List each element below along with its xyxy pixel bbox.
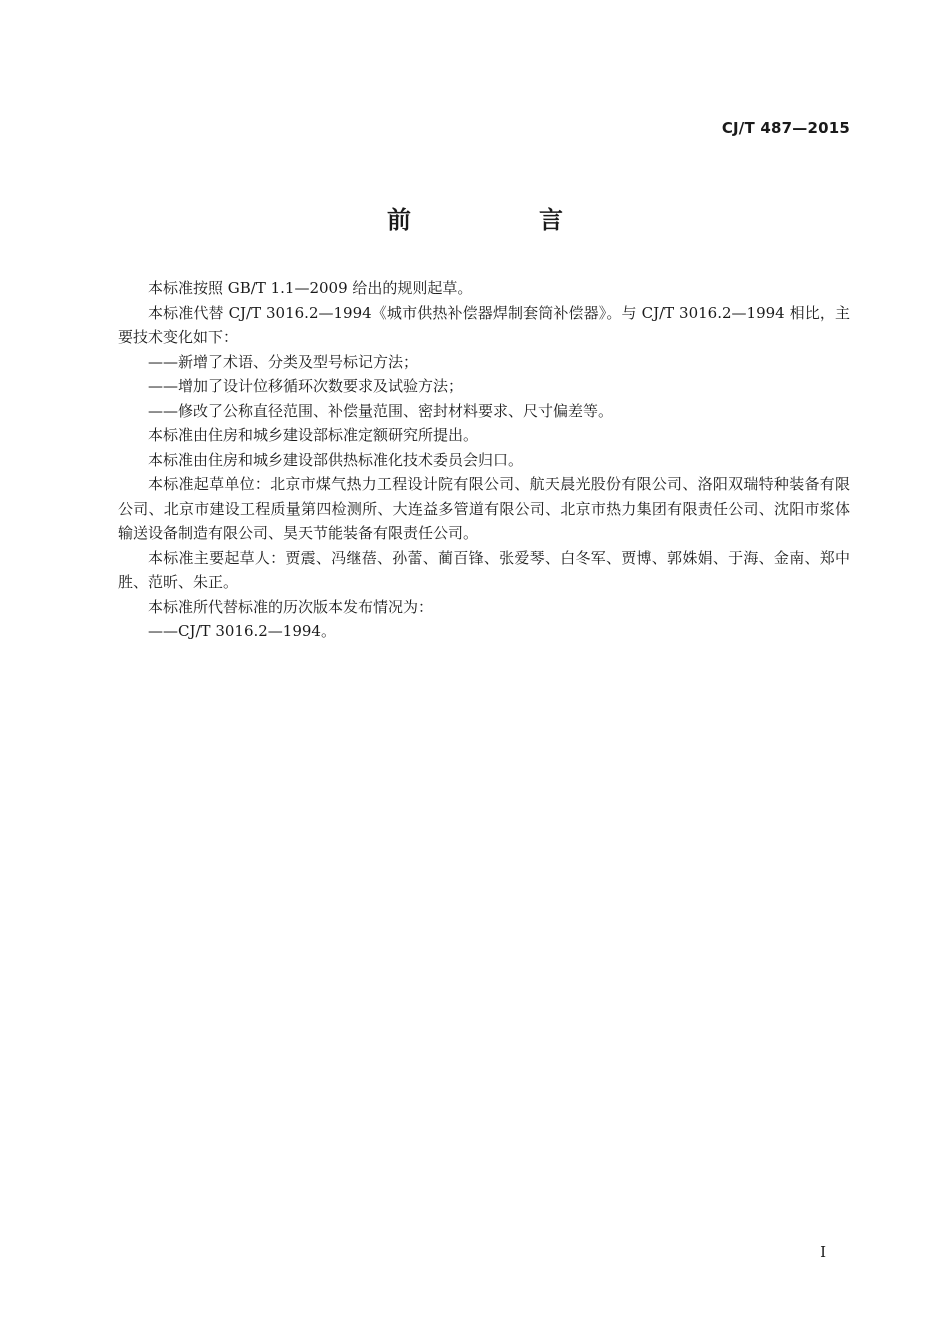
standard-code: CJ/T 487—2015 [721,119,850,137]
page-title: 前 言 [387,206,615,234]
page-number: I [820,1243,826,1261]
paragraph-drafting-rules: 本标准按照 GB/T 1.1—2009 给出的规则起草。 [148,279,473,297]
paragraph-drafters: 本标准主要起草人：贾震、冯继蓓、孙蕾、蔺百锋、张爱琴、白冬军、贾博、郭姝娟、于海、金南、郑中胜、范昕、朱正。 [118,548,850,591]
list-item-change-3: ——修改了公称直径范围、补偿量范围、密封材料要求、尺寸偏差等。 [148,401,614,420]
list-item-previous-edition: ——CJ/T 3016.2—1994。 [148,622,336,640]
list-item-change-1: ——新增了术语、分类及型号标记方法； [148,352,419,371]
paragraph-replacement: 本标准代替 CJ/T 3016.2—1994《城市供热补偿器焊制套筒补偿器》。与 CJ/T 3016.2—1994 相比，主要技术变化如下： [118,303,850,346]
foreword-body [118,276,850,644]
paragraph-proposed-by: 本标准由住房和城乡建设部标准定额研究所提出。 [148,426,479,444]
paragraph-drafting-units: 本标准起草单位：北京市煤气热力工程设计院有限公司、航天晨光股份有限公司、洛阳双瑞特种装备有限公司、北京市建设工程质量第四检测所、大连益多管道有限公司、北京市热力集团有限责任公司、沈阳市浆体输送设备制造有限公司、昊天节能装备有限责任公司。 [118,475,850,542]
paragraph-under-jurisdiction: 本标准由住房和城乡建设部供热标准化技术委员会归口。 [148,450,524,469]
paragraph-previous-editions: 本标准所代替标准的历次版本发布情况为： [148,597,434,616]
list-item-change-2: ——增加了设计位移循环次数要求及试验方法； [148,377,464,395]
